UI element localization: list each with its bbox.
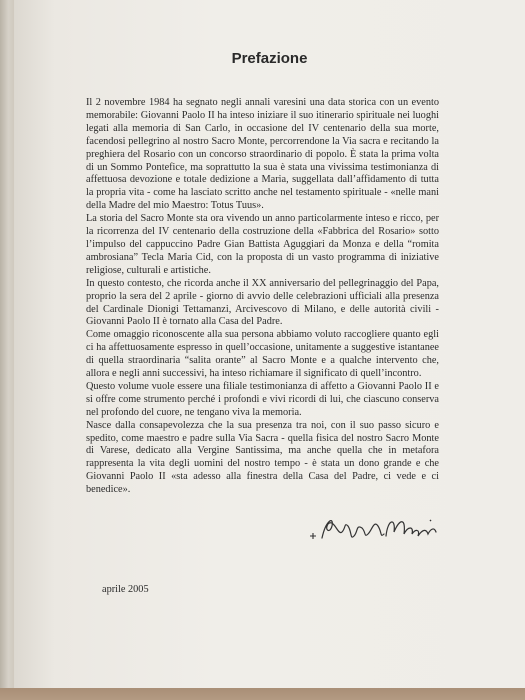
paragraph: La storia del Sacro Monte sta ora vivendo un anno particolarmente inteso e ricco, per la ricorrenza del IV centenario della costruzione della «Fabbrica del Rosario» sotto l’impulso del cappuccino Padre Gian Battista Aguggiari da Monza e della “romita ambrosiana” Tecla Maria Cid, con la proposta di un vasto programma di iniziative religiose, culturali e artistiche. xyxy=(86,213,439,276)
paragraph: Il 2 novembre 1984 ha segnato negli annali varesini una data storica con un evento memorabile: Giovanni Paolo II ha inteso iniziare il suo itinerario spirituale nei luoghi legati alla memoria di San Carlo, in occasione del IV centenario della sua morte, facendosi pellegrino al nostro Sacro Monte, percorrendone la Via sacra e recitando la preghiera del Rosario con un concorso straordinario di popolo. È stata la prima volta di un Sommo Pontefice, ma soprattutto la sua è stata una vivissima testimonianza di affettuosa devozione e totale dedizione a Maria, suggellata dall’affidamento di tutta la propria vita - come ha lasciato scritto anche nel testamento spirituale - «nelle mani della Madre del mio Maestro: Totus Tuus». xyxy=(86,97,439,212)
paragraph: In questo contesto, che ricorda anche il XX anniversario del pellegrinaggio del Papa, proprio la sera del 2 aprile - giorno di avvio delle celebrazioni ufficiali alla presenza del Cardinale Dionigi Tettamanzi, Arcivescovo di Milano, e delle autorità civili - Giovanni Paolo II è tornato alla Casa del Padre. xyxy=(86,277,439,328)
book-spine xyxy=(0,0,14,700)
page-title: Prefazione xyxy=(231,50,308,67)
handwritten-signature xyxy=(304,506,444,546)
preface-body xyxy=(86,97,439,497)
paragraph: Questo volume vuole essere una filiale testimonianza di affetto a Giovanni Paolo II e si offre come strumento perché i profondi e vivi ricordi di lui, che ciascuno conserva nel profondo del cuore, ne tengano viva la memoria. xyxy=(86,380,439,418)
paragraph: Nasce dalla consapevolezza che la sua presenza tra noi, con il suo passo sicuro e spedito, come maestro e padre sulla Via Sacra - quella fisica del nostro Sacro Monte di Varese, dedicato alla Vergine Santissima, ma anche quella che in metafora rappresenta la vita degli uomini del nostro tempo - è stata un dono grande e che Giovanni Paolo II «sta adesso alla finestra della Casa del Padre, ci vede e ci benedice». xyxy=(86,419,439,496)
table-surface xyxy=(0,688,525,700)
date-line: aprile 2005 xyxy=(102,584,149,595)
paragraph: Come omaggio riconoscente alla sua persona abbiamo voluto raccogliere quanto egli ci ha affettuosamente espresso in quell’occasione, unitamente a suggestive istantanee di quella straordinaria “salita orante” al Sacro Monte e a qualche intervento che, allora e negli anni successivi, ha inteso richiamare il significato di quell’incontro. xyxy=(86,329,439,380)
book-page xyxy=(14,0,525,700)
